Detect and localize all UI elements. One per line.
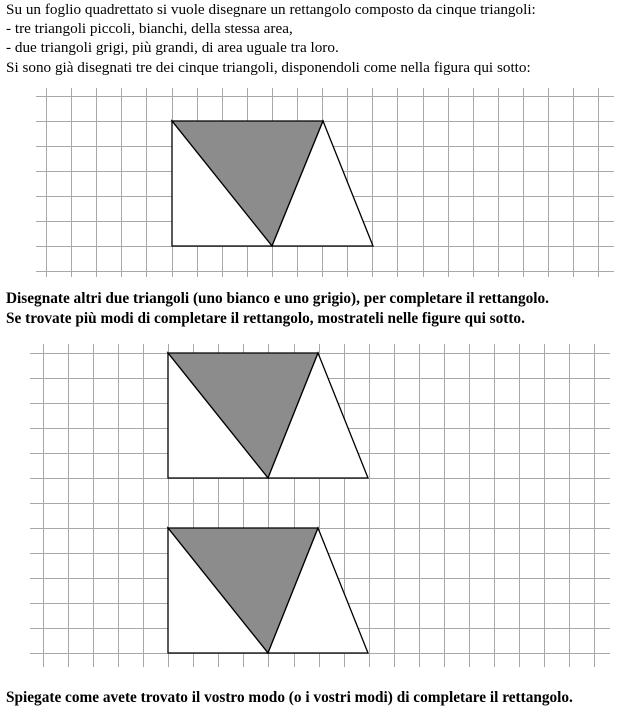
problem-statement [6,0,631,77]
instructions-block [6,289,634,329]
answer-copy-1 [168,353,368,478]
task-instruction: Disegnate altri due triangoli (uno bianco e uno grigio), per completare il rettangolo. [6,290,550,307]
given-triangles [172,121,373,246]
answer-copy-2 [168,528,368,653]
intro-line-1: Su un foglio quadrettato si vuole disegnare un rettangolo composto da cinque triangoli: [6,1,536,18]
given-figure-grid [0,84,637,284]
answer-figure-grid [0,340,637,672]
intro-line-2: - tre triangoli piccoli, bianchi, della stessa area, [6,20,293,38]
more-ways-instruction: Se trovate più modi di completare il rettangolo, mostrateli nelle figure qui sotto. [6,309,525,327]
intro-line-4: Si sono già disegnati tre dei cinque triangoli, disponendoli come nella figura qui sotto: [6,58,531,76]
explain-instruction: Spiegate come avete trovato il vostro modo (o i vostri modi) di completare il rettangolo. [6,689,573,706]
intro-line-3: - due triangoli grigi, più grandi, di area uguale tra loro. [6,39,339,57]
